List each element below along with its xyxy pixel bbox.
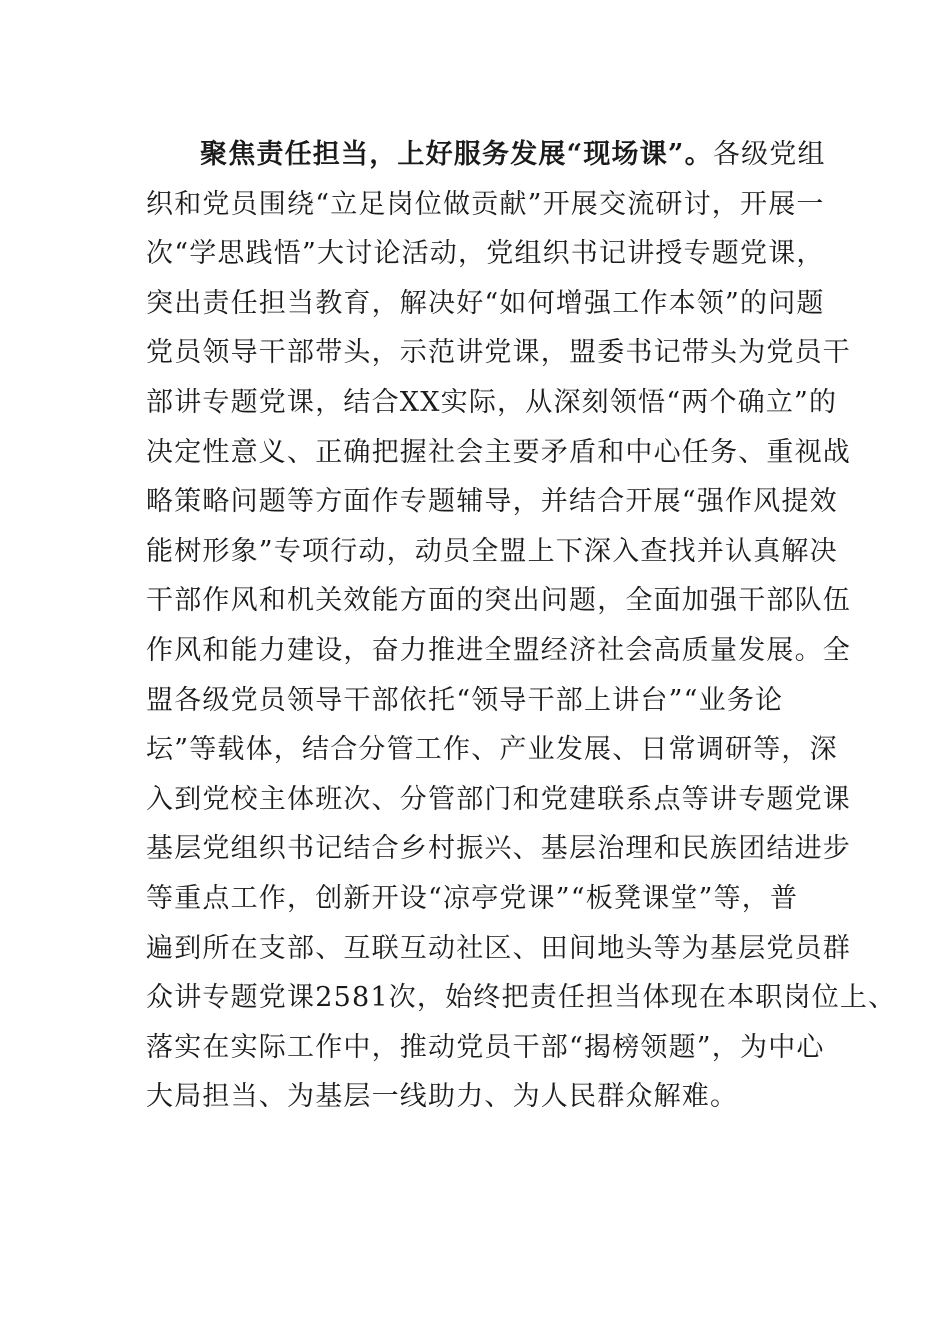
paragraph-line: 次“学思践悟”大讨论活动，党组织书记讲授专题党课， bbox=[146, 238, 825, 270]
paragraph-line: 落实在实际工作中，推动党员干部“揭榜领题”，为中心 bbox=[146, 1031, 825, 1063]
paragraph-line: 盟各级党员领导干部依托“领导干部上讲台”“业务论 bbox=[146, 684, 784, 716]
paragraph-line: 决定性意义、正确把握社会主要矛盾和中心任务、重视战 bbox=[146, 436, 851, 468]
paragraph-line: 干部作风和机关效能方面的突出问题，全面加强干部队伍 bbox=[146, 585, 851, 617]
paragraph-line: 等重点工作，创新开设“凉亭党课”“板凳课堂”等，普 bbox=[146, 882, 799, 914]
paragraph-line: 党员领导干部带头，示范讲党课，盟委书记带头为党员干 bbox=[146, 337, 851, 369]
paragraph-line: 能树形象”专项行动，动员全盟上下深入查找并认真解决 bbox=[146, 535, 838, 567]
body-paragraph bbox=[146, 130, 897, 1122]
paragraph-line: 坛”等载体，结合分管工作、产业发展、日常调研等，深 bbox=[146, 734, 838, 766]
paragraph-line: 大局担当、为基层一线助力、为人民群众解难。 bbox=[146, 1081, 739, 1113]
paragraph-line: 织和党员围绕“立足岗位做贡献”开展交流研讨，开展一 bbox=[146, 188, 825, 220]
paragraph-line: 基层党组织书记结合乡村振兴、基层治理和民族团结进步 bbox=[146, 833, 851, 865]
paragraph-line: 遍到所在支部、互联互动社区、田间地头等为基层党员群 bbox=[146, 932, 851, 964]
paragraph-line: 略策略问题等方面作专题辅导，并结合开展“强作风提效 bbox=[146, 486, 838, 518]
lead-heading: 聚焦责任担当，上好服务发展“现场课”。 bbox=[200, 139, 713, 170]
paragraph-line: 部讲专题党课，结合XX实际，从深刻领悟“两个确立”的 bbox=[146, 386, 838, 418]
paragraph-line: 作风和能力建设，奋力推进全盟经济社会高质量发展。全 bbox=[146, 634, 851, 666]
paragraph-line bbox=[146, 130, 826, 180]
paragraph-line: 突出责任担当教育，解决好“如何增强工作本领”的问题 bbox=[146, 287, 825, 319]
paragraph-text: 各级党组 bbox=[712, 139, 826, 170]
paragraph-line: 入到党校主体班次、分管部门和党建联系点等讲专题党课 bbox=[146, 783, 851, 815]
paragraph-line: 众讲专题党课2581次，始终把责任担当体现在本职岗位上、 bbox=[146, 982, 897, 1014]
